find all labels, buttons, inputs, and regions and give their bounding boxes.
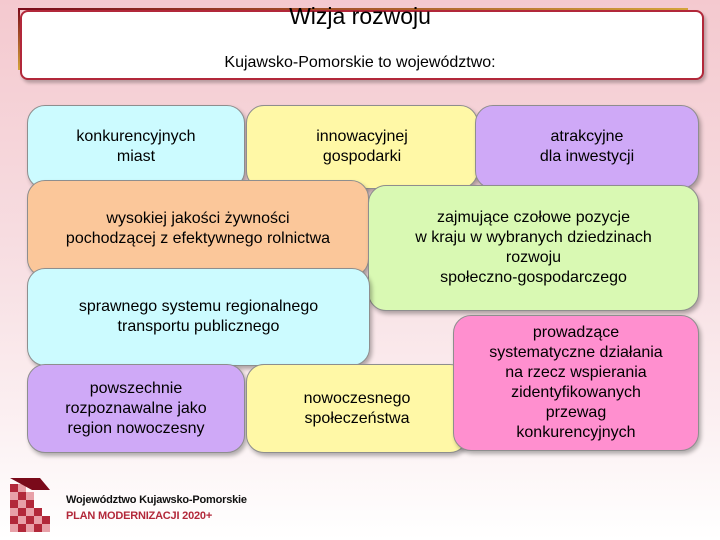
- box-text: sprawnego systemu regionalnego transportu publicznego: [78, 298, 319, 335]
- box-region-nowoczesny: [27, 364, 245, 453]
- box-innowacyjnej-gospodarki: [246, 105, 478, 189]
- box-wysokiej-jakosci-zywnosci: [27, 180, 369, 277]
- box-czolowe-pozycje: [368, 185, 699, 311]
- box-text: atrakcyjne dla inwestycji: [539, 128, 635, 165]
- box-konkurencyjnych-miast: [27, 105, 245, 189]
- logo-text-region: Województwo Kujawsko-Pomorskie: [66, 494, 247, 506]
- box-text: powszechnie rozpoznawalne jako region nowoczesny: [65, 379, 207, 437]
- box-text: nowoczesnego społeczeństwa: [303, 389, 411, 427]
- logo-text-plan: PLAN MODERNIZACJI 2020+: [66, 510, 213, 522]
- page-subtitle: Kujawsko-Pomorskie to województwo:: [224, 54, 496, 71]
- page-title: Wizja rozwoju: [289, 3, 431, 29]
- box-przewagi-konkurencyjne: [453, 315, 699, 451]
- box-text: wysokiej jakości żywności pochodzącej z efektywnego rolnictwa: [65, 209, 331, 247]
- box-nowoczesne-spoleczenstwo: [246, 364, 468, 453]
- box-text: innowacyjnej gospodarki: [316, 128, 408, 165]
- box-text: prowadzące systematyczne działania na rzecz wspierania zidentyfikowanych przewag konkurencyjnych: [489, 324, 663, 441]
- box-transport-publiczny: [27, 268, 370, 366]
- checkered-arrow-logo-icon: [10, 478, 58, 534]
- box-text: zajmujące czołowe pozycje w kraju w wybranych dziedzinach rozwoju społeczno-gospodarczego: [415, 209, 652, 286]
- box-atrakcyjne-dla-inwestycji: [475, 105, 699, 189]
- box-text: konkurencyjnych miast: [76, 128, 196, 165]
